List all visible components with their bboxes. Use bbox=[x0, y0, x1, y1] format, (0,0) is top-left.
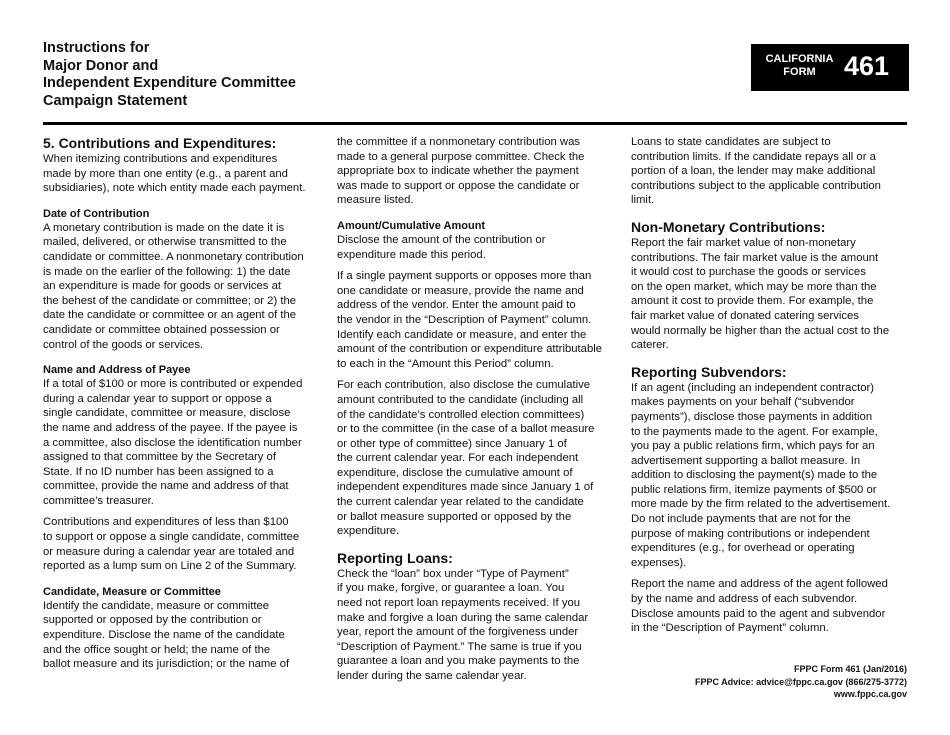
text-line: lender during the same calendar year. bbox=[337, 670, 527, 682]
text-line: Report the fair market value of non-monetary bbox=[631, 236, 856, 249]
subheading: Candidate, Measure or Committee bbox=[43, 585, 221, 598]
title-line: Instructions for bbox=[43, 40, 150, 56]
text-line: mailed, delivered, or otherwise transmitted to the bbox=[43, 236, 287, 249]
footer-website: www.fppc.ca.gov bbox=[833, 689, 907, 699]
text-line: candidate or committee. A nonmonetary contribution bbox=[43, 250, 304, 263]
text-line: control of the goods or services. bbox=[43, 338, 204, 351]
document-title bbox=[43, 40, 296, 110]
text-line: you pay a public relations firm, which pays for an bbox=[631, 440, 875, 453]
text-line: the name and address of the payee. If the payee is bbox=[43, 421, 298, 434]
paragraph bbox=[43, 152, 325, 196]
text-line: Report the name and address of the agent followed bbox=[631, 578, 888, 591]
paragraph bbox=[43, 221, 325, 352]
text-line: during a calendar year to support or oppose a bbox=[43, 392, 272, 405]
text-line: Check the “loan” box under “Type of Payment” bbox=[337, 567, 569, 580]
text-line: the current calendar year related to the candidate bbox=[337, 496, 584, 509]
text-line: Contributions and expenditures of less than $100 bbox=[43, 516, 289, 529]
text-line: State. If no ID number has been assigned to a bbox=[43, 465, 274, 478]
paragraph bbox=[631, 381, 913, 571]
text-line: expenditure, disclose the cumulative amount of bbox=[337, 466, 573, 479]
text-line: addition to disclosing the payment(s) made to the bbox=[631, 469, 878, 482]
text-line: date the candidate or committee or an agent of the bbox=[43, 309, 297, 322]
text-line: expenditure made this period. bbox=[337, 248, 486, 261]
paragraph bbox=[337, 135, 619, 208]
paragraph bbox=[337, 269, 619, 371]
text-line: one candidate or measure, provide the name and bbox=[337, 284, 584, 297]
text-line: assigned to that committee by the Secretary of bbox=[43, 451, 276, 464]
text-line: committee’s treasurer. bbox=[43, 494, 154, 507]
text-line: purpose of making contributions or independent bbox=[631, 527, 870, 540]
text-line: payments”), disclose those payments in addition bbox=[631, 410, 873, 423]
text-line: contributions subject to the applicable contribution bbox=[631, 179, 881, 192]
subheading: Amount/Cumulative Amount bbox=[337, 219, 486, 232]
text-line: if you make, forgive, or guarantee a loan. You bbox=[337, 582, 565, 595]
badge-form-number: 461 bbox=[844, 51, 890, 81]
badge-state-line: CALIFORNIA bbox=[765, 53, 834, 65]
text-line: contributions. The fair market value is the amount bbox=[631, 251, 879, 264]
title-line: Independent Expenditure Committee bbox=[43, 75, 296, 91]
text-line: A monetary contribution is made on the date it is bbox=[43, 221, 285, 234]
text-line: more made by the firm related to the advertisement. bbox=[631, 498, 891, 511]
text-line: and the office sought or held; the name of the bbox=[43, 643, 271, 656]
text-line: Identify each candidate or measure, and enter the bbox=[337, 328, 587, 341]
text-line: If a single payment supports or opposes more than bbox=[337, 270, 592, 283]
text-line: advertisement supporting a ballot measure. In bbox=[631, 454, 861, 467]
text-line: public relations firm, itemize payments of $500 or bbox=[631, 483, 877, 496]
badge-state-label bbox=[762, 53, 837, 79]
text-line: year, report the amount of the forgiveness under bbox=[337, 626, 579, 639]
text-line: expenses). bbox=[631, 556, 687, 569]
text-line: amount of the contribution or expenditure attributable bbox=[337, 343, 603, 356]
page-footer bbox=[695, 663, 907, 701]
text-line: guarantee a loan and you make payments to the bbox=[337, 655, 580, 668]
text-line: or ballot measure supported or opposed by the bbox=[337, 510, 572, 523]
title-line: Major Donor and bbox=[43, 57, 159, 74]
text-line: committee, provide the name and address of that bbox=[43, 480, 289, 493]
text-line: made by more than one entity (e.g., a parent and bbox=[43, 167, 288, 180]
text-line: address of the vendor. Enter the amount paid to bbox=[337, 299, 576, 312]
text-line: was made to support or oppose the candidate or bbox=[337, 179, 580, 192]
text-line: or measure during a calendar year are totaled and bbox=[43, 545, 295, 558]
text-line: need not report loan repayments received. If you bbox=[337, 597, 581, 610]
header-divider bbox=[43, 122, 907, 125]
text-line: Identify the candidate, measure or committee bbox=[43, 599, 270, 612]
text-line: supported or opposed by the contribution or bbox=[43, 614, 262, 627]
paragraph bbox=[631, 236, 913, 353]
text-line: If a total of $100 or more is contributed or expended bbox=[43, 378, 303, 391]
text-line: Do not include payments that are not for the bbox=[631, 513, 851, 526]
text-line: on the open market, which may be more than the bbox=[631, 280, 877, 293]
text-line: “Description of Payment.” The same is true if you bbox=[337, 640, 582, 653]
column-2 bbox=[337, 135, 619, 684]
text-line: caterer. bbox=[631, 339, 669, 352]
paragraph bbox=[631, 135, 913, 208]
text-line: For each contribution, also disclose the cumulative bbox=[337, 379, 591, 392]
text-line: limit. bbox=[631, 194, 655, 207]
text-line: If an agent (including an independent contractor) bbox=[631, 381, 875, 394]
text-line: to the payments made to the agent. For example, bbox=[631, 425, 878, 438]
text-line: the committee if a nonmonetary contribution was bbox=[337, 136, 581, 148]
text-line: by the name and address of each subvendor. bbox=[631, 593, 858, 606]
title-line: Campaign Statement bbox=[43, 92, 188, 109]
text-line: portion of a loan, the lender may make additional bbox=[631, 165, 876, 178]
text-line: or other type of committee) since January 1 of bbox=[337, 437, 567, 450]
column-3 bbox=[631, 135, 913, 636]
text-line: expenditure. bbox=[337, 525, 400, 538]
text-line: Loans to state candidates are subject to bbox=[631, 136, 831, 148]
text-line: measure listed. bbox=[337, 194, 414, 207]
text-line: would normally be higher than the actual cost to the bbox=[631, 324, 890, 337]
text-line: Disclose the amount of the contribution or bbox=[337, 233, 546, 246]
text-line: in the “Description of Payment” column. bbox=[631, 622, 829, 635]
paragraph bbox=[337, 378, 619, 539]
text-line: makes payments on your behalf (“subvendor bbox=[631, 396, 855, 409]
text-line: When itemizing contributions and expenditures bbox=[43, 153, 278, 165]
text-line: single candidate, committee or measure, disclose bbox=[43, 407, 291, 420]
paragraph bbox=[43, 377, 325, 508]
text-line: is made on the earlier of the following: 1) the date bbox=[43, 265, 291, 278]
text-line: the vendor in the “Description of Payment” column. bbox=[337, 313, 592, 326]
text-line: of the candidate’s controlled election committees) bbox=[337, 408, 585, 421]
text-line: expenditures (e.g., for overhead or operating bbox=[631, 542, 855, 555]
text-line: made to a general purpose committee. Check the bbox=[337, 150, 585, 163]
paragraph bbox=[43, 599, 325, 672]
text-line: to each in the “Amount this Period” column. bbox=[337, 357, 554, 370]
text-line: a committee, also disclose the identification number bbox=[43, 436, 302, 449]
text-line: subsidiaries), note which entity made each payment. bbox=[43, 182, 306, 195]
subheading: Date of Contribution bbox=[43, 207, 150, 220]
text-line: it would cost to purchase the goods or services bbox=[631, 266, 866, 279]
paragraph bbox=[43, 515, 325, 573]
text-line: independent expenditures made since January 1 of bbox=[337, 481, 594, 494]
subheading: Name and Address of Payee bbox=[43, 364, 191, 377]
text-line: to support or oppose a single candidate, committee bbox=[43, 531, 300, 544]
text-line: reported as a lump sum on Line 2 of the Summary. bbox=[43, 560, 297, 573]
text-line: Disclose amounts paid to the agent and subvendor bbox=[631, 607, 886, 620]
text-line: make and forgive a loan during the same calendar bbox=[337, 611, 589, 624]
text-line: contribution limits. If the candidate repays all or a bbox=[631, 150, 876, 163]
section-heading: Reporting Loans: bbox=[337, 549, 453, 566]
text-line: ballot measure and its jurisdiction; or the name of bbox=[43, 658, 290, 671]
text-line: the current calendar year. For each independent bbox=[337, 452, 579, 465]
text-line: amount contributed to the candidate (including all bbox=[337, 393, 584, 406]
paragraph bbox=[337, 567, 619, 684]
text-line: expenditure. Disclose the name of the candidate bbox=[43, 629, 285, 642]
paragraph bbox=[337, 233, 619, 262]
section-heading: Reporting Subvendors: bbox=[631, 363, 787, 380]
text-line: amount it cost to provide them. For example, the bbox=[631, 295, 874, 308]
text-line: the behest of the candidate or committee; or 2) the bbox=[43, 294, 297, 307]
form-number-badge bbox=[751, 44, 909, 91]
text-line: candidate or committee obtained possession or bbox=[43, 323, 280, 336]
text-line: an expenditure is made for goods or services at bbox=[43, 280, 281, 293]
column-1 bbox=[43, 135, 325, 672]
badge-form-line: FORM bbox=[783, 66, 816, 78]
section-heading: Non-Monetary Contributions: bbox=[631, 218, 826, 235]
footer-advice-contact: FPPC Advice: advice@fppc.ca.gov (866/275-3772) bbox=[694, 676, 907, 687]
text-line: appropriate box to indicate whether the payment bbox=[337, 165, 579, 178]
section-title: 5. Contributions and Expenditures: bbox=[43, 135, 277, 151]
text-line: fair market value of donated catering services bbox=[631, 309, 859, 322]
footer-form-id: FPPC Form 461 (Jan/2016) bbox=[793, 664, 907, 674]
text-line: or to the committee (in the case of a ballot measure bbox=[337, 423, 595, 436]
paragraph bbox=[631, 577, 913, 635]
